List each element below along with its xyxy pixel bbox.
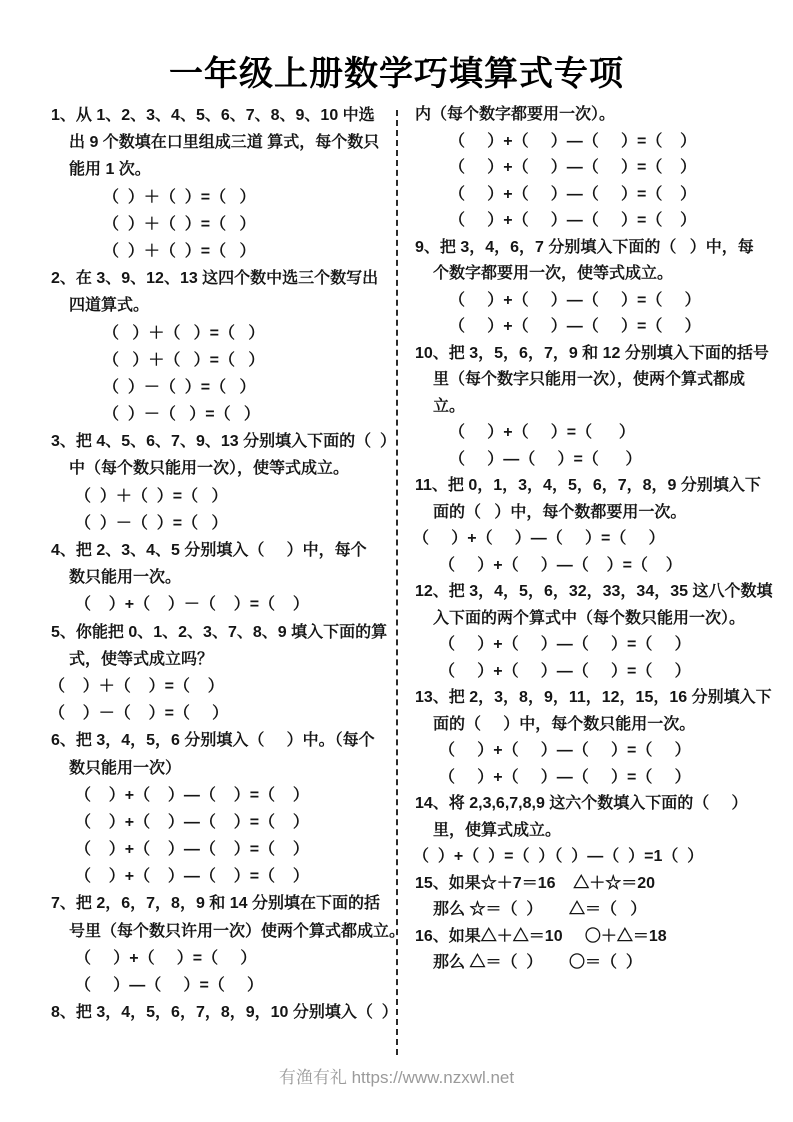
column-right [409, 102, 785, 977]
problem-text-line: 12、把 3，4，5，6，32，33，34，35 这八个数填 [415, 583, 773, 600]
problem-text-line: 出 9 个数填在口里组成三道 算式，每个数只 [69, 134, 380, 152]
problem-text-line: 14、将 2,3,6,7,8,9 这六个数填入下面的（ ） [415, 795, 748, 812]
problem-text-line: 中（每个数只能用一次），使等式成立。 [69, 460, 350, 478]
problem-text-line: 面的（ ）中，每个数都要用一次。 [433, 503, 687, 521]
column-left [45, 102, 406, 1026]
equation-line: （ ）+（ ）—（ ）=（ ） [449, 185, 697, 203]
equation-line: （ ）+（ ）—（ ）=（ ） [75, 786, 309, 804]
equation-line: （ ）+（ ）—（ ）=（ ） [75, 868, 309, 886]
problem-text-line: 式，使等式成立吗？ [69, 650, 214, 668]
equation-line: （ ）+（ ）—（ ）=（ ） [449, 291, 701, 309]
equation-line: （ ）－（ ）=（ ） [49, 705, 229, 723]
problem-text-line: 那么 △＝（ ） 〇＝（ ） [433, 954, 642, 971]
equation-line: （ ）＋（ ）=（ ） [75, 487, 228, 505]
equation-line: （ ）+（ ）—（ ）=（ ） [449, 159, 697, 176]
equation-line: （ ）+（ ）=（ ）（ ）—（ ）=1（ ） [413, 848, 704, 865]
problem-text-line: 6、把 3，4，5，6 分别填入（ ）中。（每个 [51, 732, 375, 750]
problem-text-line: 个数字都要用一次，使等式成立。 [433, 265, 674, 282]
equation-line: （ ）+（ ）—（ ）=（ ） [413, 530, 665, 547]
problem-text-line: 里（每个数字只能用一次），使两个算式都成 [433, 371, 746, 388]
equation-line: （ ）—（ ）=（ ） [75, 977, 264, 994]
equation-line: （ ）—（ ）=（ ） [449, 450, 642, 468]
equation-line: （ ）－（ ）=（ ） [103, 406, 260, 424]
equation-line: （ ）－（ ）=（ ） [103, 378, 256, 396]
problem-text-line: 10、把 3，5，6，7，9 和 12 分别填入下面的括号 [415, 344, 769, 362]
page-title: 一年级上册数学巧填算式专项 [169, 56, 624, 93]
problem-text-line: 16、如果△＋△＝10 〇＋△＝18 [415, 927, 667, 945]
equation-line: （ ）＋（ ）=（ ） [103, 324, 265, 342]
problem-text-line: 里，使算式成立。 [433, 821, 562, 839]
equation-line: （ ）＋（ ）=（ ） [103, 351, 265, 369]
equation-line: （ ）+（ ）—（ ）=（ ） [439, 556, 682, 574]
problem-text-line: 号里（每个数只许用一次）使两个算式都成立。 [69, 922, 406, 940]
problem-text-line: 立。 [433, 397, 466, 415]
equation-line: （ ）+（ ）—（ ）=（ ） [75, 813, 309, 831]
problem-text-line: 1、从 1、2、3、4、5、6、7、8、9、10 中选 [51, 107, 375, 124]
problem-text-line: 7、把 2，6，7，8，9 和 14 分别填在下面的括 [51, 895, 380, 913]
equation-line: （ ）+（ ）—（ ）=（ ） [449, 318, 701, 335]
problem-text-line: 四道算式。 [69, 297, 150, 315]
equation-line: （ ）+（ ）—（ ）=（ ） [439, 768, 691, 786]
equation-line: （ ）+（ ）—（ ）=（ ） [439, 742, 691, 759]
equation-line: （ ）+（ ）—（ ）=（ ） [439, 636, 691, 653]
problem-text-line: 4、把 2、3、4、5 分别填入（ ）中，每个 [51, 542, 367, 559]
equation-line: （ ）＋（ ）=（ ） [103, 215, 256, 233]
problem-text-line: 9、把 3，4，6，7 分别填入下面的（ ）中，每 [415, 238, 754, 256]
problem-text-line: 数只能用一次） [69, 759, 182, 777]
equation-line: （ ）＋（ ）=（ ） [49, 677, 224, 695]
column-divider [396, 110, 398, 1055]
equation-line: （ ）+（ ）=（ ） [75, 949, 257, 967]
equation-line: （ ）＋（ ）=（ ） [103, 188, 256, 206]
problem-text-line: 5、你能把 0、1、2、3、7、8、9 填入下面的算 [51, 623, 388, 641]
footer-watermark: 有渔有礼 https://www.nzxwl.net [278, 1068, 515, 1087]
problem-text-line: 15、如果☆＋7＝16 △＋☆＝20 [415, 874, 656, 892]
problem-text-line: 那么 ☆＝（ ） △＝（ ） [433, 901, 647, 918]
equation-line: （ ）+（ ）—（ ）=（ ） [449, 212, 697, 229]
problem-text-line: 能用 1 次。 [69, 161, 151, 179]
equation-line: （ ）＋（ ）=（ ） [103, 242, 256, 260]
problem-text-line: 数只能用一次。 [69, 569, 182, 587]
equation-line: （ ）+（ ）=（ ） [449, 424, 635, 441]
problem-text-line: 13、把 2，3，8，9，11，12，15，16 分别填入下 [415, 689, 772, 706]
equation-line: （ ）－（ ）=（ ） [75, 514, 228, 532]
problem-text-line: 内（每个数字都要用一次）。 [415, 106, 616, 123]
equation-line: （ ）+（ ）－（ ）=（ ） [75, 596, 309, 614]
problem-text-line: 3、把 4、5、6、7、9、13 分别填入下面的（ ） [51, 433, 396, 451]
equation-line: （ ）+（ ）—（ ）=（ ） [449, 132, 697, 150]
problem-text-line: 8、把 3，4，5，6，7，8，9，10 分别填入（ ） [51, 1004, 398, 1022]
equation-line: （ ）+（ ）—（ ）=（ ） [439, 662, 691, 680]
problem-text-line: 入下面的两个算式中（每个数只能用一次）。 [433, 609, 746, 627]
problem-text-line: 11、把 0，1，3，4，5，6，7，8，9 分别填入下 [415, 477, 761, 494]
problem-text-line: 2、在 3、9、12、13 这四个数中选三个数写出 [51, 270, 379, 288]
equation-line: （ ）+（ ）—（ ）=（ ） [75, 841, 309, 859]
problem-text-line: 面的（ ）中，每个数只能用一次。 [433, 715, 696, 733]
